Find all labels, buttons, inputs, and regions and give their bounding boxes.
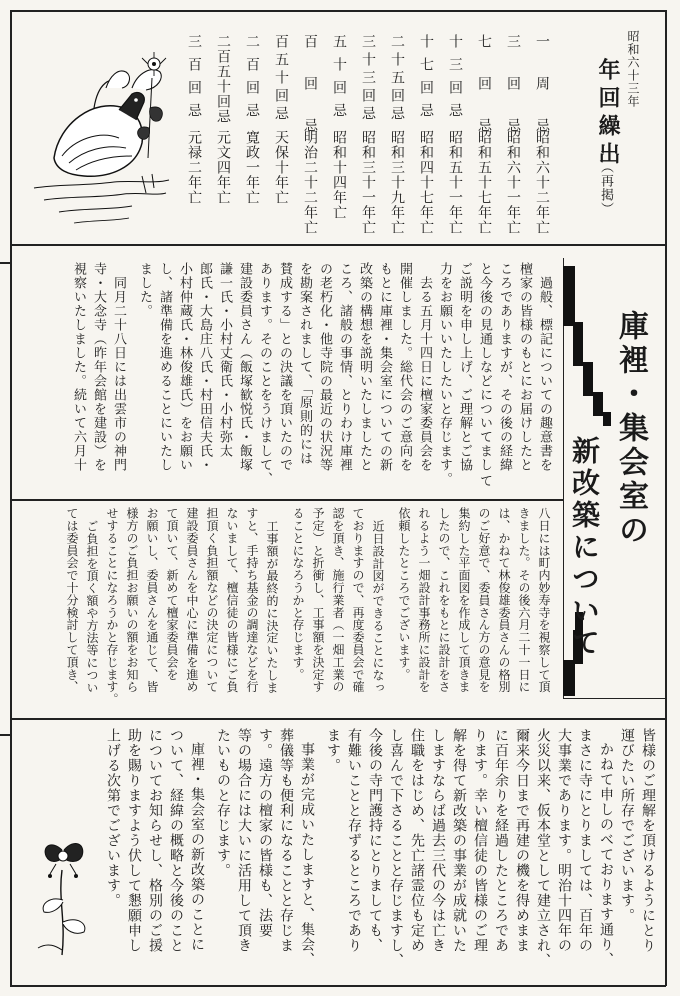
- memorial-occasion: 二十五回忌: [389, 34, 405, 124]
- text-line: す。遠方の檀家の皆様も、法要: [257, 728, 273, 938]
- text-line: ご負担を頂く額や方法等につい: [85, 520, 99, 694]
- title-accent-bar: [583, 362, 593, 396]
- text-line: と今後の見通しなどについてまし: [477, 262, 492, 472]
- text-line: ておりますので、再度委員会で確: [351, 507, 365, 693]
- text-line: 視察いたしました。続いて六月十: [71, 262, 86, 472]
- text-line: 等の場合には大いに活用して頂き: [236, 728, 252, 953]
- page-border-top: [10, 10, 666, 12]
- memorial-date: 元文四年亡: [215, 130, 231, 205]
- section-divider: [10, 718, 666, 720]
- text-line: きました。その後六月二十一日に: [517, 507, 531, 693]
- memorial-occasion: 五十回忌: [331, 34, 347, 126]
- text-line: 同月二十八日には出雲市の神門: [111, 276, 126, 472]
- memorial-occasion: 百五十回忌: [273, 34, 289, 124]
- memorial-box-bottom-rule: [10, 244, 666, 246]
- memorial-title: 年回繰出: [595, 58, 621, 170]
- article-title-line1: 庫裡・集会室の: [613, 310, 648, 548]
- title-accent-bar: [573, 322, 583, 366]
- memorial-date: 明治二十二年亡: [302, 130, 318, 235]
- text-line: し、諸準備を進めることにいたし: [157, 262, 172, 472]
- text-line: せすることになろうかと存じます。: [105, 507, 119, 706]
- page-border-left: [10, 10, 12, 986]
- text-line: のご好意で、委員さん方の意見を: [477, 507, 491, 693]
- text-line: 過般、標記についての趣意書を: [537, 276, 552, 472]
- memorial-date: 昭和三十一年亡: [360, 130, 376, 235]
- memorial-occasion: 二百五十回忌: [215, 34, 231, 124]
- text-line: て頂いて、新めて檀家委員会を: [165, 507, 179, 681]
- memorial-title-note: （再掲）: [598, 160, 613, 216]
- text-line: 有難いことと存ずるところであり: [346, 728, 362, 953]
- text-line: 力をお願いいたしたいと存じます。: [437, 262, 452, 486]
- memorial-occasion: 十三回忌: [447, 34, 463, 126]
- text-line: ころ、諸般の事情、とりわけ庫裡: [337, 262, 352, 472]
- text-line: 郎氏・大島庄八氏・村田信夫氏・: [197, 262, 212, 472]
- text-line: 解を得て新改築の事業が成就いた: [451, 728, 467, 953]
- text-line: すと、手持ち基金の調達などを行: [245, 507, 259, 693]
- text-line: 小村仲蔵氏・林俊雄氏）をお願い: [177, 262, 192, 472]
- text-line: 助を賜りますよう伏して懇願申し: [126, 728, 142, 953]
- text-line: 改築の構想を説明いたしましたと: [357, 262, 372, 472]
- memorial-date: 昭和四十七年亡: [418, 130, 434, 235]
- text-line: ります。幸い檀信徒の皆様のご理: [472, 728, 488, 953]
- text-line: れるよう一畑設計事務所に設計を: [417, 507, 431, 693]
- text-line: に百年余りを経過したところであ: [493, 728, 509, 953]
- text-line: たいものと存じます。: [215, 728, 231, 878]
- section-divider: [10, 499, 564, 501]
- text-line: したので、これをもとに設計をさ: [437, 507, 451, 693]
- text-line: 謙一氏・小村丈衛氏・小村弥太: [217, 262, 232, 458]
- flower-illustration: [28, 830, 98, 960]
- text-line: ご説明を申し上げ、ご理解とご協: [457, 262, 472, 472]
- text-line: 賛成する」との決議を頂いたので: [277, 262, 292, 472]
- text-line: ることになろうかと存じます。: [291, 507, 305, 681]
- text-line: 集約した平面図を作成して頂きま: [457, 507, 471, 693]
- text-line: 様方のご負担お願いの額をお知ら: [125, 507, 139, 693]
- title-accent-bar: [563, 660, 575, 696]
- text-line: ないまして、檀信徒の皆様にご負: [225, 507, 239, 693]
- memorial-occasion: 三 回 忌: [505, 34, 521, 139]
- text-line: は、かねて林俊雄委員さんの格別: [497, 507, 511, 693]
- memorial-occasion: 百 回 忌: [302, 34, 318, 139]
- text-line: しますならば過去三代の今は亡き: [430, 728, 446, 953]
- text-line: もとに庫裡・集会室についての新: [377, 262, 392, 472]
- memorial-era-label: 昭和六十三年: [626, 30, 640, 108]
- text-line: 葬儀等も便利になることと存じま: [278, 728, 294, 953]
- text-line: 寺・大念寺（昨年会館を建設）を: [91, 262, 106, 472]
- left-margin-mark: [0, 262, 10, 264]
- text-line: 爾来今日まで再建の機を得めまま: [514, 728, 530, 953]
- text-line: 事業が完成いたしますと、集会、: [299, 742, 315, 967]
- memorial-date: 昭和五十七年亡: [476, 130, 492, 235]
- page-border-bottom: [10, 985, 666, 987]
- text-line: ついて、経緯の概略と今後のこと: [168, 728, 184, 953]
- text-line: 運びたい所存でございます。: [619, 728, 635, 923]
- text-line: し喜んで下さることと存じますし、: [388, 728, 404, 968]
- memorial-occasion: 二百回忌: [244, 34, 260, 126]
- text-line: についてお知らせし、格別のご援: [147, 728, 163, 953]
- text-line: かねて申しのべております通り、: [598, 742, 614, 967]
- memorial-date: 昭和五十一年亡: [447, 130, 463, 235]
- title-accent-bar: [603, 412, 611, 426]
- text-line: ては委員会で十分検討して頂き、: [65, 507, 79, 693]
- text-line: 認を頂き、施行業者（一畑工業の: [331, 507, 345, 693]
- text-line: 工事額が最終的に決定いたしま: [265, 520, 279, 694]
- memorial-occasion: 三百回忌: [186, 34, 202, 126]
- text-line: お願いし、委員さんを通じて、皆: [145, 507, 159, 693]
- text-line: ました。: [137, 262, 152, 318]
- memorial-date: 寛政一年亡: [244, 130, 260, 205]
- bird-illustration: [14, 28, 174, 238]
- memorial-date: 元禄二年亡: [186, 130, 202, 205]
- text-line: 庫裡・集会室の新改築のことに: [189, 742, 205, 952]
- memorial-occasion: 一 周 忌: [534, 34, 550, 139]
- text-line: 上げる次第でございます。: [105, 728, 121, 908]
- text-line: 建設委員さん（飯塚歓悦氏・飯塚: [237, 262, 252, 472]
- text-line: 建設委員さんを中心に準備を進め: [185, 507, 199, 693]
- text-line: 依頼したところでございます。: [397, 507, 411, 681]
- memorial-occasion: 七 回 忌: [476, 34, 492, 139]
- article-title-line2: 新改築について: [568, 436, 601, 660]
- text-line: ます。: [325, 728, 341, 773]
- text-line: 去る五月十四日に檀家委員会を: [417, 276, 432, 472]
- memorial-date: 昭和十四年亡: [331, 130, 347, 220]
- text-line: あります。そのことをうけまして、: [257, 262, 272, 486]
- text-line: 住職をはじめ、先亡諸霊位も定め: [409, 728, 425, 953]
- memorial-date: 天保十年亡: [273, 130, 289, 205]
- text-line: 皆様のご理解を頂けるようにとり: [640, 728, 656, 953]
- text-line: まさに寺にとりましては、百年の: [577, 728, 593, 953]
- memorial-date: 昭和六十二年亡: [534, 130, 550, 235]
- memorial-occasion: 三十三回忌: [360, 34, 376, 124]
- memorial-date: 昭和六十一年亡: [505, 130, 521, 235]
- text-line: を勘案されまして、「原則的には: [297, 262, 312, 466]
- text-line: 大事業であります。明治十四年の: [556, 728, 572, 953]
- left-margin-mark: [0, 734, 10, 736]
- text-line: 檀家の皆様のもとにお届けしたと: [517, 262, 532, 472]
- text-line: 八日には町内妙寿寺を視察して頂: [537, 507, 551, 693]
- text-line: 予定）と折衝し、工事額を決定す: [311, 507, 325, 693]
- text-line: ころでありますが、その後の経緯: [497, 262, 512, 472]
- text-line: 火災以来、仮本堂として建立され、: [535, 728, 551, 968]
- text-line: 近日設計図ができることになっ: [371, 520, 385, 694]
- title-accent-bar: [593, 392, 603, 416]
- title-accent-bar: [563, 266, 575, 326]
- memorial-date: 昭和三十九年亡: [389, 130, 405, 235]
- text-line: て: [477, 474, 492, 488]
- text-line: 開催しました。総代会のご意向を: [397, 262, 412, 472]
- text-line: の老朽化・他寺院の最近の状況等: [317, 262, 332, 472]
- text-line: 今後の寺門護持にとりましても、: [367, 728, 383, 953]
- text-line: 担頂く負担額などの決定について: [205, 507, 219, 693]
- memorial-occasion: 十七回忌: [418, 34, 434, 126]
